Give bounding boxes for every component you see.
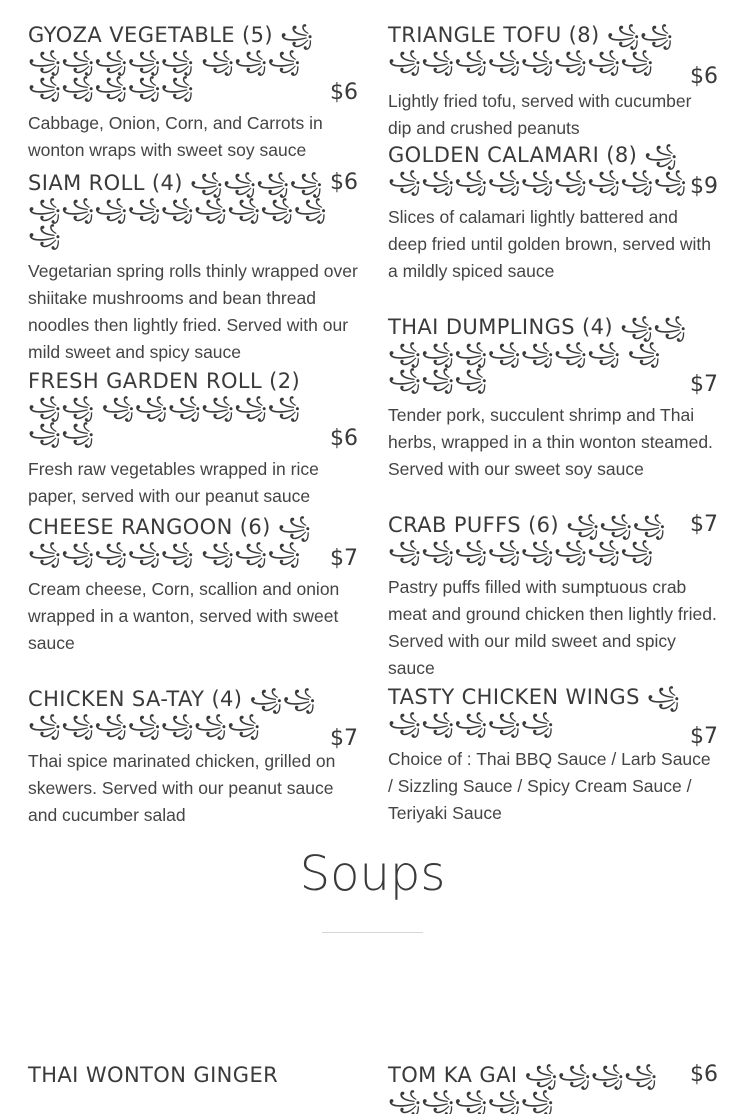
menu-item xyxy=(28,22,358,170)
menu-item-price: $9 xyxy=(690,174,718,199)
menu-item-header xyxy=(28,686,358,751)
menu-item-header xyxy=(388,684,718,749)
menu-item xyxy=(28,170,358,368)
menu-item-price: $6 xyxy=(690,64,718,89)
menu-item-description: Fresh raw vegetables wrapped in rice paper, served with our peanut sauce xyxy=(28,459,319,506)
menu-item-description: Tender pork, succulent shrimp and Thai herbs, wrapped in a thin wonton steamed. Served with our sweet soy sauce xyxy=(388,405,713,479)
menu-item-name: TRIANGLE TOFU (8) ꧁꧁꧁꧁꧁꧁꧁꧁꧁꧁ xyxy=(388,23,674,73)
menu-item xyxy=(28,1062,358,1114)
menu-item-name: SIAM ROLL (4) ꧁꧁꧁꧁꧁꧁꧁꧁꧁꧁꧁꧁꧁꧁ xyxy=(28,171,327,247)
menu-item-header xyxy=(28,368,358,451)
menu-item-price: $6 xyxy=(330,426,358,451)
section-divider xyxy=(322,932,423,933)
menu-item-name: CRAB PUFFS (6) ꧁꧁꧁꧁꧁꧁꧁꧁꧁꧁꧁ xyxy=(388,513,666,563)
menu-item-name: GOLDEN CALAMARI (8) ꧁꧁꧁꧁꧁꧁꧁꧁꧁꧁ xyxy=(388,143,687,193)
menu-item-name: FRESH GARDEN ROLL (2) ꧁꧁ ꧁꧁꧁꧁꧁꧁꧁꧁ xyxy=(28,369,301,445)
menu-item-name: TASTY CHICKEN WINGS ꧁꧁꧁꧁꧁꧁ xyxy=(388,685,681,735)
menu-item-price: $6 xyxy=(330,170,358,195)
menu-item-header xyxy=(388,142,718,199)
menu-item xyxy=(28,514,358,686)
menu-item-name: CHICKEN SA-TAY (4) ꧁꧁꧁꧁꧁꧁꧁꧁꧁ xyxy=(28,687,316,737)
menu-item-price: $6 xyxy=(330,80,358,105)
menu-item xyxy=(28,686,358,829)
menu-item xyxy=(388,314,718,512)
appetizer-column-right xyxy=(388,22,718,829)
menu-item-header xyxy=(388,1062,718,1114)
menu-item xyxy=(388,684,718,827)
section-title-soups: Soups xyxy=(299,846,446,902)
menu-item-header xyxy=(28,514,358,571)
menu-item-description: Lightly fried tofu, served with cucumber dip and crushed peanuts xyxy=(388,91,692,138)
menu-item-price: $7 xyxy=(690,512,718,537)
menu-item-description: Cabbage, Onion, Corn, and Carrots in wonton wraps with sweet soy sauce xyxy=(28,113,323,160)
menu-item-name: GYOZA VEGETABLE (5) ꧁꧁꧁꧁꧁꧁ ꧁꧁꧁꧁꧁꧁꧁꧁ xyxy=(28,23,314,99)
soup-row xyxy=(28,1062,718,1114)
menu-item xyxy=(388,22,718,142)
menu-item xyxy=(388,142,718,314)
menu-item-header xyxy=(388,314,718,397)
menu-item-header xyxy=(28,170,358,248)
menu-item-description: Vegetarian spring rolls thinly wrapped over shiitake mushrooms and bean thread noodles then lightly fried. Served with our mild sweet and spicy sauce xyxy=(28,261,358,362)
menu-item-description: Slices of calamari lightly battered and deep fried until golden brown, served with a mildly spiced sauce xyxy=(388,207,711,281)
menu-item-description: Choice of : Thai BBQ Sauce / Larb Sauce / Sizzling Sauce / Spicy Cream Sauce / Teriyaki Sauce xyxy=(388,749,711,823)
menu-item-price: $7 xyxy=(330,546,358,571)
menu-item-name: THAI DUMPLINGS (4) ꧁꧁꧁꧁꧁꧁꧁꧁꧁ ꧁꧁꧁꧁ xyxy=(388,315,687,391)
menu-item-name: TOM KA GAI ꧁꧁꧁꧁꧁꧁꧁꧁꧁ xyxy=(388,1063,658,1113)
menu-item xyxy=(388,1062,718,1114)
menu-item-header xyxy=(388,512,718,564)
menu-item-price: $7 xyxy=(690,724,718,749)
appetizer-column-left xyxy=(28,22,358,829)
menu-item-description: Thai spice marinated chicken, grilled on skewers. Served with our peanut sauce and cucumber salad xyxy=(28,751,336,825)
appetizer-grid xyxy=(28,22,718,829)
menu-item xyxy=(28,368,358,514)
menu-item-price: $7 xyxy=(690,372,718,397)
menu-item-header xyxy=(388,22,718,89)
menu-item-header xyxy=(28,22,358,105)
menu-item xyxy=(388,512,718,684)
menu-item-name: CHEESE RANGOON (6) ꧁꧁꧁꧁꧁꧁ ꧁꧁꧁ xyxy=(28,515,312,565)
menu-item-header xyxy=(28,1062,358,1088)
menu-item-price: $7 xyxy=(330,726,358,751)
menu-item-description: Cream cheese, Corn, scallion and onion wrapped in a wanton, served with sweet sauce xyxy=(28,579,340,653)
menu-item-name: THAI WONTON GINGER xyxy=(28,1063,279,1087)
menu-item-price: $6 xyxy=(690,1062,718,1087)
menu-item-description: Pastry puffs filled with sumptuous crab meat and ground chicken then lightly fried. Served with our mild sweet and spicy sauce xyxy=(388,577,717,678)
